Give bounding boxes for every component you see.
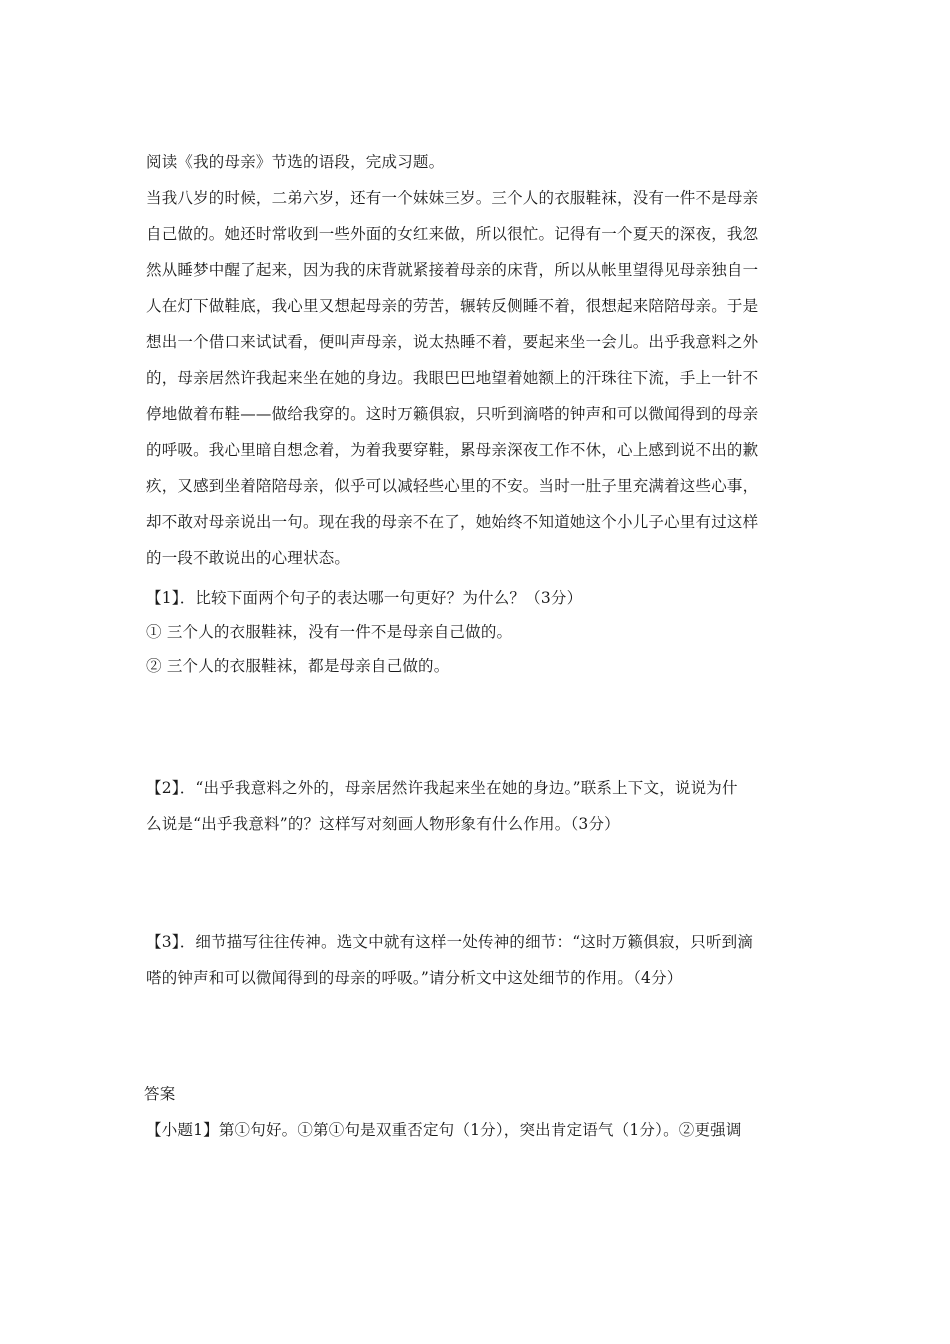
passage-line: 疚，又感到坐着陪陪母亲，似乎可以减轻些心里的不安。当时一肚子里充满着这些心事， xyxy=(146,477,759,495)
question-2-line-2: 么说是“出乎我意料”的？这样写对刻画人物形象有什么作用。（3分） xyxy=(146,815,620,833)
passage-line: 的呼吸。我心里暗自想念着，为着我要穿鞋，累母亲深夜工作不休，心上感到说不出的歉 xyxy=(146,441,759,459)
passage-line: 却不敢对母亲说出一句。现在我的母亲不在了，她始终不知道她这个小儿子心里有过这样 xyxy=(146,513,759,531)
passage-line: 当我八岁的时候，二弟六岁，还有一个妹妹三岁。三个人的衣服鞋袜，没有一件不是母亲 xyxy=(146,189,759,207)
passage-line: 想出一个借口来试试看，便叫声母亲，说太热睡不着，要起来坐一会儿。出乎我意料之外 xyxy=(146,333,759,351)
question-3-line-2: 嗒的钟声和可以微闻得到的母亲的呼吸。”请分析文中这处细节的作用。（4分） xyxy=(146,969,683,987)
intro-text: 阅读《我的母亲》节选的语段，完成习题。 xyxy=(146,153,445,171)
passage-line: 的一段不敢说出的心理状态。 xyxy=(146,549,351,567)
question-3-line-1: 【3】．细节描写往往传神。选文中就有这样一处传神的细节：“这时万籁俱寂，只听到滴 xyxy=(146,933,754,951)
passage-line: 的，母亲居然许我起来坐在她的身边。我眼巴巴地望着她额上的汗珠往下流，手上一针不 xyxy=(146,369,759,387)
question-1-stem: 【1】．比较下面两个句子的表达哪一句更好？为什么？（3分） xyxy=(146,589,583,607)
passage-line: 自己做的。她还时常收到一些外面的女红来做，所以很忙。记得有一个夏天的深夜，我忽 xyxy=(146,225,759,243)
question-1-option-2: ② 三个人的衣服鞋袜，都是母亲自己做的。 xyxy=(146,657,450,675)
passage-line: 停地做着布鞋——做给我穿的。这时万籁俱寂，只听到滴嗒的钟声和可以微闻得到的母亲 xyxy=(146,405,759,423)
question-1-option-1: ① 三个人的衣服鞋袜，没有一件不是母亲自己做的。 xyxy=(146,623,513,641)
answer-title: 答案 xyxy=(144,1085,176,1103)
answer-line-1: 【小题1】第①句好。①第①句是双重否定句（1分），突出肯定语气（1分）。②更强调 xyxy=(146,1121,742,1139)
passage-line: 人在灯下做鞋底，我心里又想起母亲的劳苦，辗转反侧睡不着，很想起来陪陪母亲。于是 xyxy=(146,297,759,315)
question-2-line-1: 【2】．“出乎我意料之外的，母亲居然许我起来坐在她的身边。”联系上下文，说说为什 xyxy=(146,779,738,797)
passage-line: 然从睡梦中醒了起来，因为我的床背就紧接着母亲的床背，所以从帐里望得见母亲独自一 xyxy=(146,261,759,279)
